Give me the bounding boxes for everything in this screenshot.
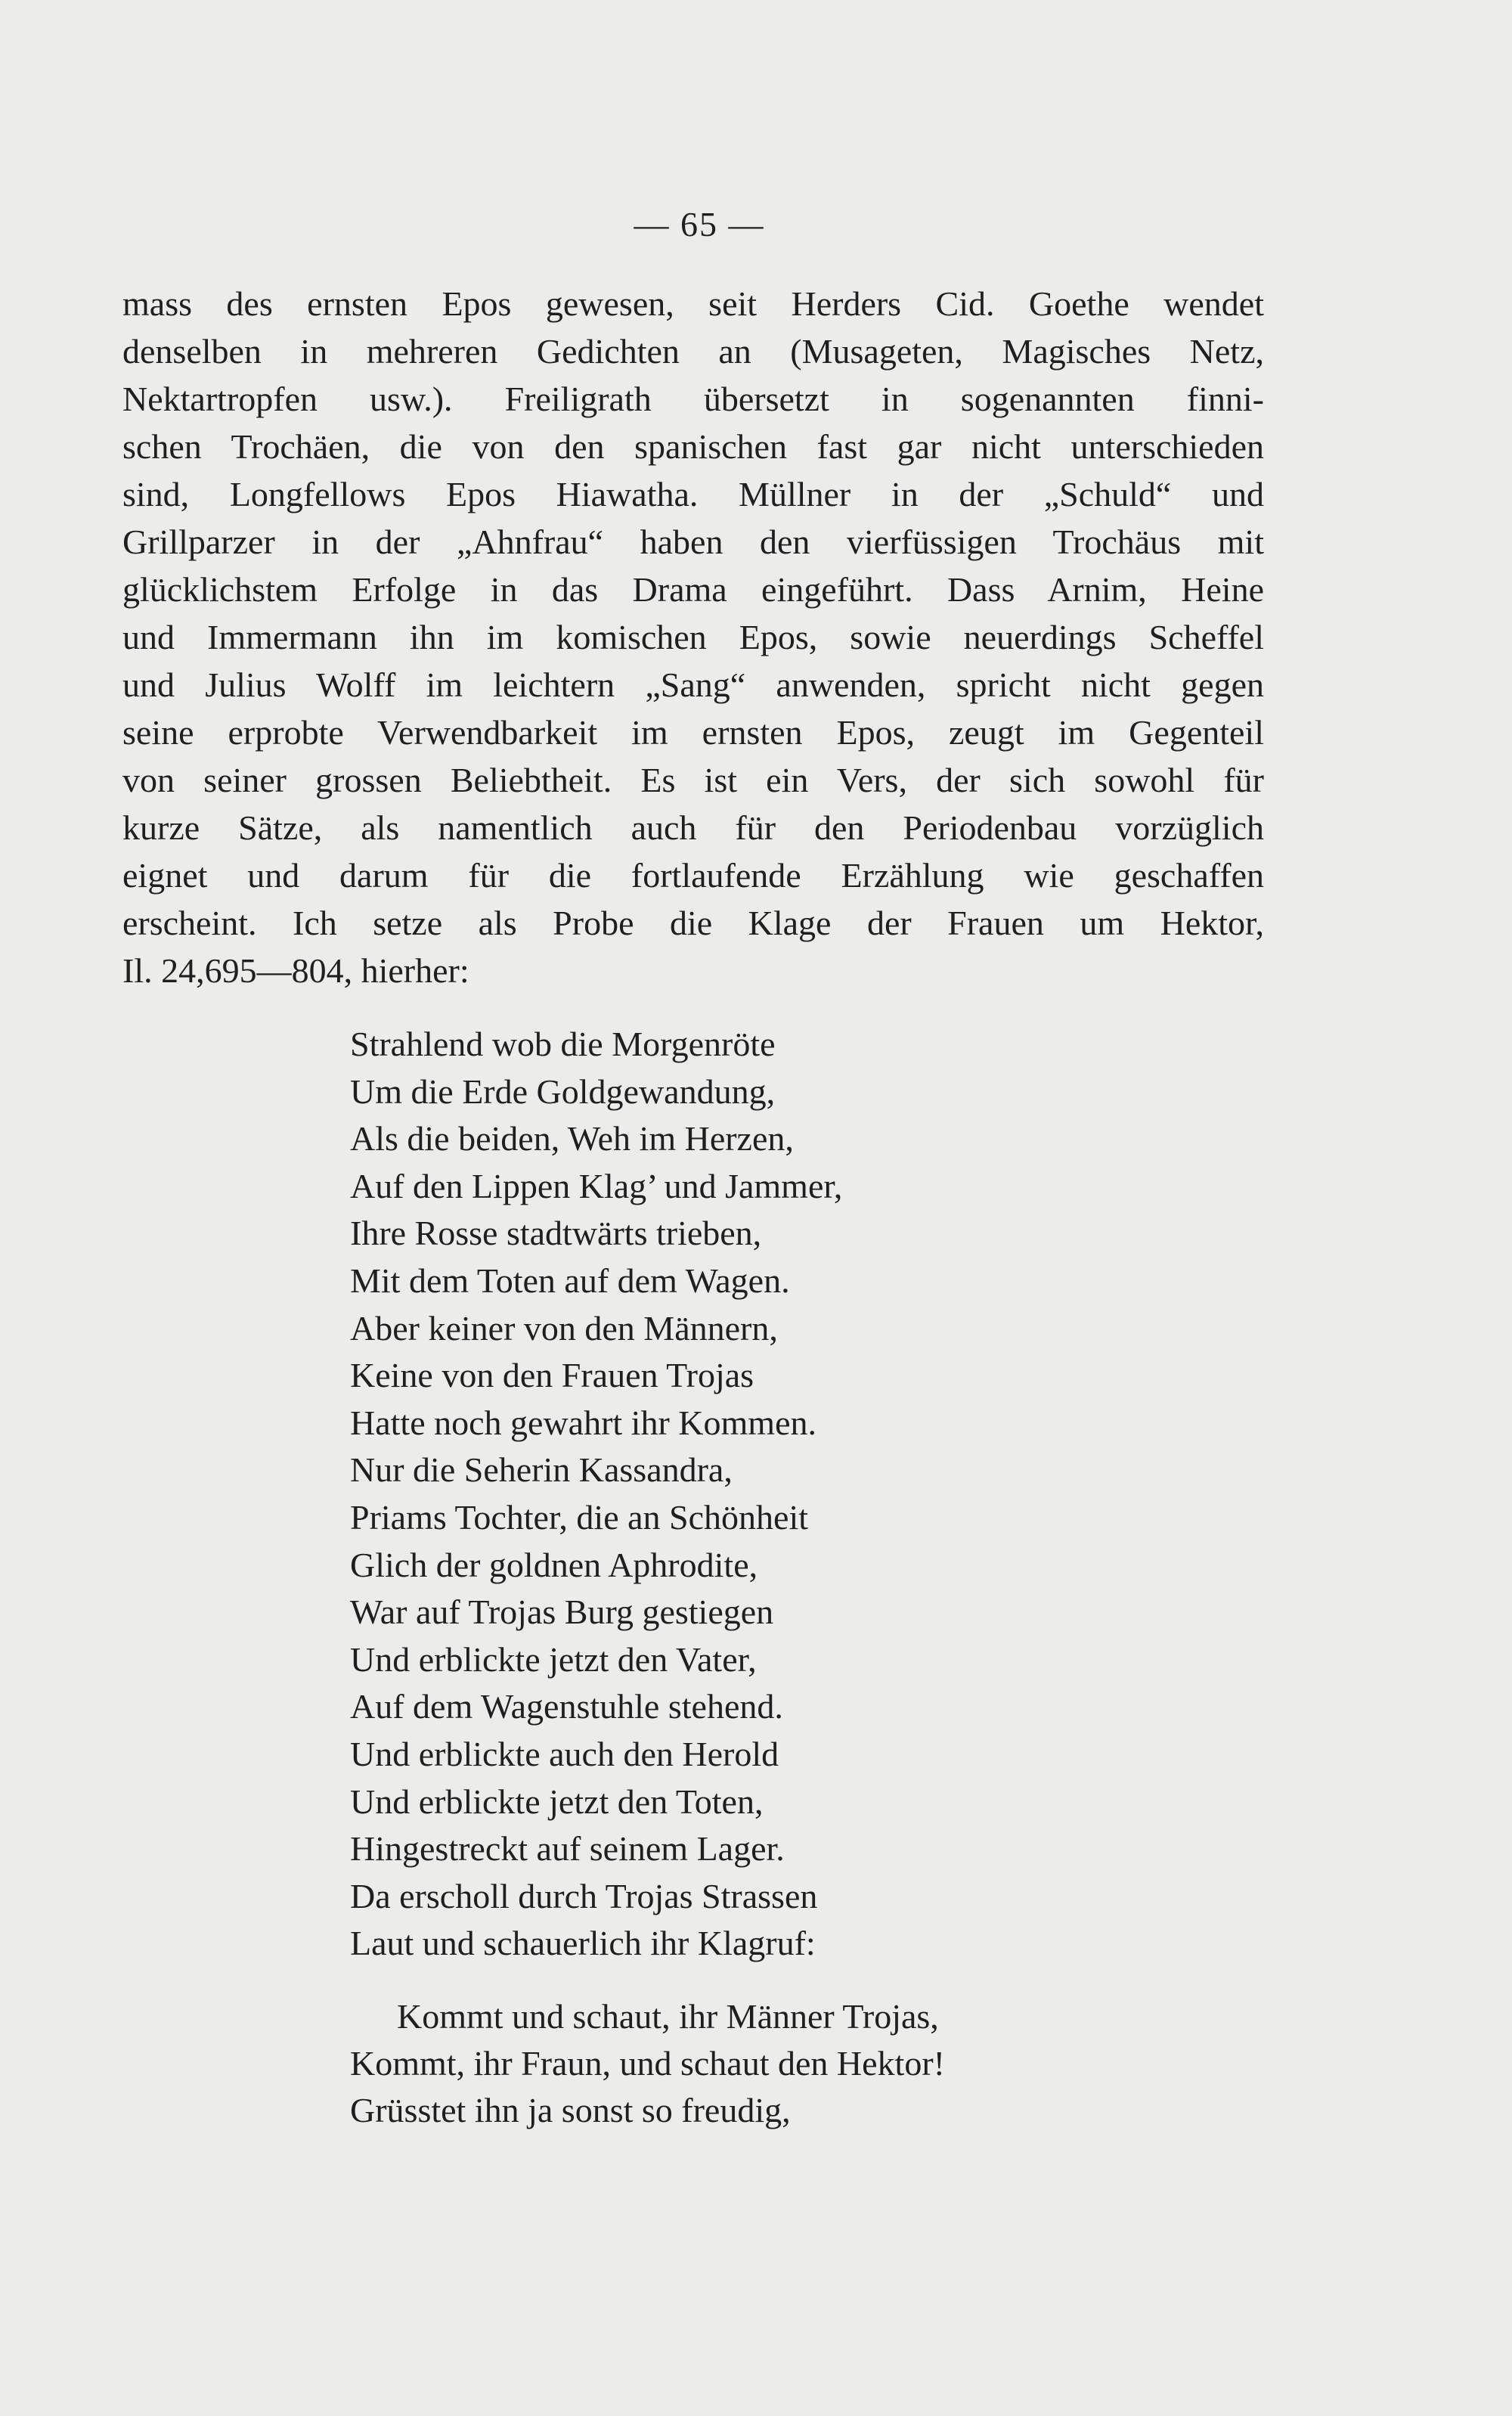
verse-line: Laut und schauerlich ihr Klagruf:: [350, 1924, 816, 1963]
verse-line: War auf Trojas Burg gestiegen: [350, 1593, 774, 1632]
verse-line: Kommt, ihr Fraun, und schaut den Hektor!: [350, 2044, 945, 2083]
verse-line: Auf dem Wagenstuhle stehend.: [350, 1687, 783, 1726]
prose-paragraph: [122, 280, 1264, 994]
verse-line: Glich der goldnen Aphrodite,: [350, 1545, 758, 1584]
prose-line: seine erprobte Verwendbarkeit im ernsten Epos, zeugt im Gegenteil: [122, 713, 1264, 752]
prose-line: und Julius Wolff im leichtern „Sang“ anwenden, spricht nicht gegen: [122, 665, 1264, 704]
verse-line: Aber keiner von den Männern,: [350, 1308, 778, 1348]
verse-line: Nur die Seherin Kassandra,: [350, 1450, 733, 1490]
verse-line: Auf den Lippen Klag’ und Jammer,: [350, 1166, 843, 1205]
verse-line: Um die Erde Goldgewandung,: [350, 1072, 776, 1111]
verse-line: Und erblickte auch den Herold: [350, 1734, 779, 1773]
verse-line: Da erscholl durch Trojas Strassen: [350, 1876, 818, 1915]
prose-line: denselben in mehreren Gedichten an (Musageten, Magisches Netz,: [122, 332, 1264, 371]
prose-line: schen Trochäen, die von den spanischen fast gar nicht unterschieden: [122, 427, 1264, 466]
verse-line: Priams Tochter, die an Schönheit: [350, 1497, 809, 1537]
prose-line: sind, Longfellows Epos Hiawatha. Müllner in der „Schuld“ und: [122, 475, 1264, 513]
verse-line: Als die beiden, Weh im Herzen,: [350, 1119, 794, 1158]
verse-stanza-2: [350, 1993, 945, 2134]
verse-line: Grüsstet ihn ja sonst so freudig,: [350, 2091, 791, 2129]
verse-line: Strahlend wob die Morgenröte: [350, 1025, 776, 1063]
prose-line: und Immermann ihn im komischen Epos, sowie neuerdings Scheffel: [122, 618, 1264, 656]
verse-stanza-1: [350, 1021, 842, 1968]
verse-line: Keine von den Frauen Trojas: [350, 1356, 754, 1395]
prose-line: glücklichstem Erfolge in das Drama eingeführt. Dass Arnim, Heine: [122, 570, 1264, 609]
verse-line: Und erblickte jetzt den Vater,: [350, 1639, 757, 1679]
verse-line: Hatte noch gewahrt ihr Kommen.: [350, 1403, 816, 1442]
prose-line: von seiner grossen Beliebtheit. Es ist ein Vers, der sich sowohl für: [122, 761, 1264, 799]
page-number: — 65 —: [634, 205, 765, 243]
verse-line: Und erblickte jetzt den Toten,: [350, 1782, 764, 1821]
prose-line: erscheint. Ich setze als Probe die Klage der Frauen um Hektor,: [122, 904, 1264, 942]
verse-line: Kommt und schaut, ihr Männer Trojas,: [397, 1997, 939, 2036]
prose-line: Il. 24,695—804, hierher:: [122, 951, 469, 990]
prose-line: eignet und darum für die fortlaufende Erzählung wie geschaffen: [122, 856, 1264, 895]
verse-line: Mit dem Toten auf dem Wagen.: [350, 1261, 790, 1300]
verse-line: Ihre Rosse stadtwärts trieben,: [350, 1214, 762, 1253]
verse-line: Hingestreckt auf seinem Lager.: [350, 1829, 785, 1869]
prose-line: mass des ernsten Epos gewesen, seit Herders Cid. Goethe wendet: [122, 284, 1264, 323]
prose-line: Grillparzer in der „Ahnfrau“ haben den vierfüssigen Trochäus mit: [122, 523, 1264, 561]
prose-line: kurze Sätze, als namentlich auch für den Periodenbau vorzüglich: [122, 808, 1264, 847]
prose-line: Nektartropfen usw.). Freiligrath übersetzt in sogenannten finni-: [122, 380, 1264, 418]
